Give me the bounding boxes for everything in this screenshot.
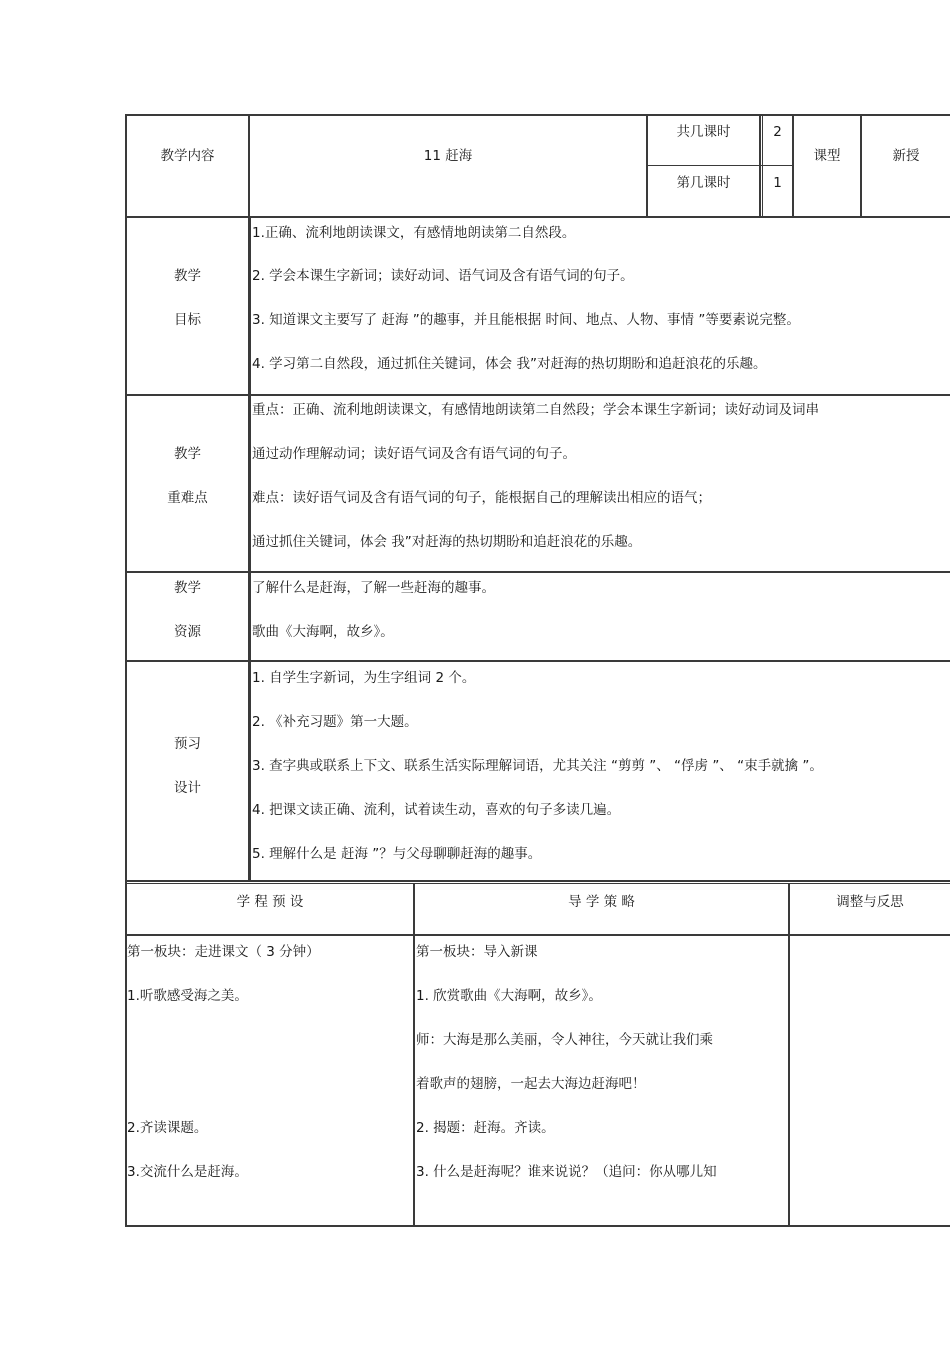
- strategy-item: 师：大海是那么美丽，令人神往，今天就让我们乘: [416, 1032, 713, 1048]
- keypoint-item: 通过抓住关键词，体会 我”对赶海的热切期盼和追赶浪花的乐趣。: [252, 534, 642, 550]
- col-divider: [413, 883, 415, 1227]
- preset-item: 3.交流什么是赶海。: [127, 1164, 248, 1180]
- resources-label-line2: 资源: [174, 624, 201, 640]
- keypoint-item: 难点：读好语气词及含有语气词的句子，能根据自己的理解读出相应的语气；: [252, 490, 711, 506]
- strategy-item: 第一板块：导入新课: [416, 944, 538, 960]
- goal-item: 1.正确、流利地朗读课文，有感情地朗读第二自然段。: [252, 225, 576, 241]
- col-divider: [792, 114, 794, 217]
- col-header-reflection: 调整与反思: [836, 894, 904, 910]
- total-periods-label: 共几课时: [676, 124, 731, 140]
- type-value: 新授: [892, 148, 920, 164]
- keypoints-label-line1: 教学: [174, 446, 201, 462]
- row-divider: [125, 934, 950, 936]
- lesson-title: 11 赶海: [423, 148, 473, 164]
- preview-label-line1: 预习: [174, 736, 201, 752]
- resource-item: 歌曲《大海啊，故乡》。: [252, 624, 394, 640]
- col-divider: [788, 883, 790, 1227]
- strategy-item: 1. 欣赏歌曲《大海啊，故乡》。: [416, 988, 602, 1004]
- current-period-value: 1: [773, 175, 782, 191]
- preset-item: 2.齐读课题。: [127, 1120, 208, 1136]
- preview-item: 3. 查字典或联系上下文、联系生活实际理解词语，尤其关注 “剪剪 ”、 “俘虏 ”、 “束手就擒 ”。: [252, 758, 823, 774]
- col-divider: [250, 216, 251, 882]
- preview-item: 5. 理解什么是 赶海 ”？与父母聊聊赶海的趣事。: [252, 846, 542, 862]
- col-header-preset: 学 程 预 设: [236, 894, 304, 910]
- col-header-strategy: 导 学 策 略: [568, 894, 635, 910]
- preview-label-line2: 设计: [174, 780, 201, 796]
- resources-label-line1: 教学: [174, 580, 201, 596]
- goal-item: 4. 学习第二自然段，通过抓住关键词，体会 我”对赶海的热切期盼和追赶浪花的乐趣。: [252, 356, 767, 372]
- keypoints-label-line2: 重难点: [167, 490, 208, 506]
- current-period-label: 第几课时: [676, 175, 731, 191]
- goal-item: 3. 知道课文主要写了 赶海 ”的趣事，并且能根据 时间、地点、人物、事情 ”等要素说完整。: [252, 312, 800, 328]
- resource-item: 了解什么是赶海，了解一些赶海的趣事。: [252, 580, 495, 596]
- border-bottom: [125, 1225, 950, 1227]
- preview-item: 1. 自学生字新词，为生字组词 2 个。: [252, 670, 476, 686]
- period-divider: [646, 165, 794, 166]
- goals-label-line1: 教学: [174, 268, 201, 284]
- col-divider: [759, 114, 761, 217]
- keypoint-item: 通过动作理解动词；读好语气词及含有语气词的句子。: [252, 446, 576, 462]
- total-periods-value: 2: [773, 124, 782, 140]
- keypoint-item: 重点：正确、流利地朗读课文，有感情地朗读第二自然段；学会本课生字新词；读好动词及词串: [252, 402, 819, 418]
- preset-item: 1.听歌感受海之美。: [127, 988, 248, 1004]
- preset-item: 第一板块：走进课文（ 3 分钟）: [127, 944, 320, 960]
- type-label: 课型: [813, 148, 841, 164]
- strategy-item: 着歌声的翅膀，一起去大海边赶海吧！: [416, 1076, 646, 1092]
- preview-item: 4. 把课文读正确、流利，试着读生动，喜欢的句子多读几遍。: [252, 802, 621, 818]
- col-divider: [860, 114, 862, 217]
- strategy-item: 3. 什么是赶海呢？谁来说说？（追问：你从哪儿知: [416, 1164, 717, 1180]
- goal-item: 2. 学会本课生字新词；读好动词、语气词及含有语气词的句子。: [252, 268, 634, 284]
- strategy-item: 2. 揭题：赶海。齐读。: [416, 1120, 555, 1136]
- goals-label-line2: 目标: [174, 312, 201, 328]
- content-label: 教学内容: [160, 148, 215, 164]
- preview-item: 2. 《补充习题》第一大题。: [252, 714, 418, 730]
- row-divider: [125, 883, 950, 884]
